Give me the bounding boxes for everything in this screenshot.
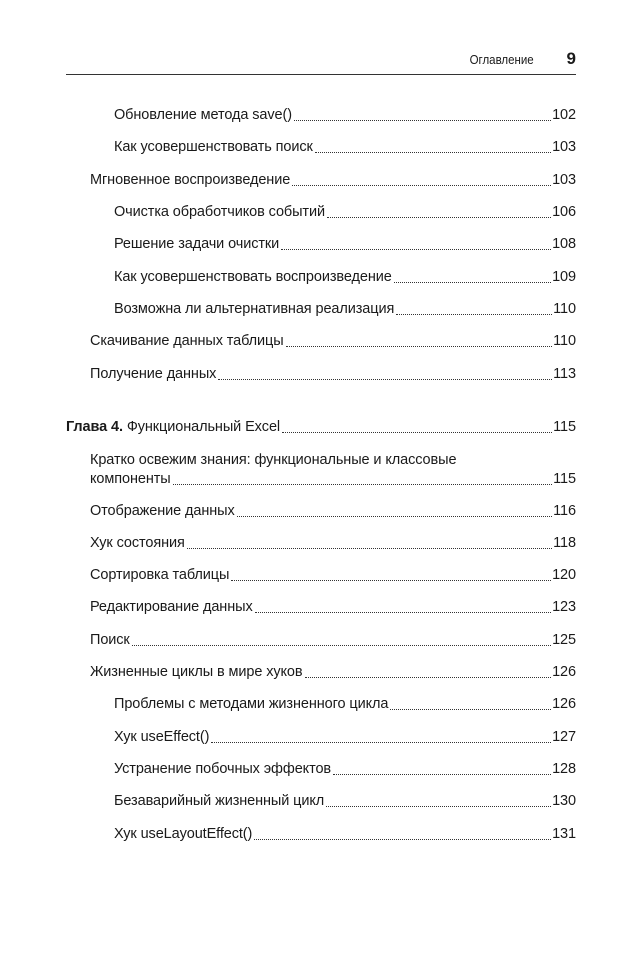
leader-dots <box>390 709 551 710</box>
toc-entry[interactable] <box>114 792 576 811</box>
toc-entry-page: 102 <box>552 107 576 123</box>
toc-entry[interactable] <box>114 203 576 222</box>
leader-dots <box>282 432 552 433</box>
toc-entry-label: Решение задачи очистки <box>114 236 280 252</box>
toc-entry-label: Как усовершенствовать поиск <box>114 139 313 155</box>
toc-entry-label: Хук состояния <box>90 535 185 551</box>
leader-dots <box>286 346 553 347</box>
leader-dots <box>281 249 551 250</box>
toc-entry-page: 128 <box>552 761 576 777</box>
toc-entry-page: 123 <box>552 599 576 615</box>
toc-entry[interactable] <box>90 631 576 650</box>
toc-entry[interactable] <box>90 534 576 553</box>
leader-dots <box>326 806 551 807</box>
toc-entry[interactable] <box>90 365 576 384</box>
leader-dots <box>305 677 552 678</box>
leader-dots <box>187 548 552 549</box>
toc-entry-page: 109 <box>552 269 576 285</box>
header-rule <box>66 74 576 75</box>
toc-entry-page: 126 <box>552 664 576 680</box>
toc-entry[interactable] <box>90 598 576 617</box>
toc-entry[interactable] <box>90 451 576 489</box>
leader-dots <box>237 516 553 517</box>
toc-entry[interactable] <box>90 171 576 190</box>
leader-dots <box>396 314 552 315</box>
leader-dots <box>294 120 551 121</box>
toc-entry-label: Скачивание данных таблицы <box>90 333 284 349</box>
toc-entry-page: 125 <box>552 632 576 648</box>
page-header <box>66 50 576 72</box>
toc-entry-label: Проблемы с методами жизненного цикла <box>114 696 389 712</box>
toc-entry-label: Получение данных <box>90 366 217 382</box>
toc-entry-page: 110 <box>553 333 576 349</box>
toc-entry-page: 115 <box>553 419 576 435</box>
toc-entry[interactable] <box>90 502 576 521</box>
toc-entry-page: 127 <box>552 729 576 745</box>
toc-entry-label: Обновление метода save() <box>114 107 292 123</box>
toc-entry[interactable] <box>114 695 576 714</box>
page-number: 9 <box>566 49 576 68</box>
toc-entry-page: 116 <box>553 503 576 519</box>
toc-entry-label: Хук useEffect() <box>114 729 210 745</box>
toc-entry-page: 113 <box>553 366 576 382</box>
leader-dots <box>211 742 551 743</box>
toc-entry-label: Поиск <box>90 632 130 648</box>
leader-dots <box>132 645 551 646</box>
toc-entry[interactable] <box>114 728 576 747</box>
toc-entry-page: 126 <box>552 696 576 712</box>
leader-dots <box>327 217 551 218</box>
toc-entry-label: Возможна ли альтернативная реализация <box>114 301 395 317</box>
toc-entry-page: 103 <box>552 139 576 155</box>
toc-entry-page: 131 <box>552 826 576 842</box>
toc-entry-label: Жизненные циклы в мире хуков <box>90 664 303 680</box>
toc-entry-page: 103 <box>552 172 576 188</box>
toc-entry[interactable] <box>90 566 576 585</box>
toc-entry-label: компоненты <box>90 471 171 487</box>
toc-entry-label: Редактирование данных <box>90 599 253 615</box>
toc-entry[interactable] <box>114 235 576 254</box>
toc-entry-label: Безаварийный жизненный цикл <box>114 793 325 809</box>
toc-entry-label: Как усовершенствовать воспроизведение <box>114 269 392 285</box>
toc-entry[interactable] <box>90 663 576 682</box>
leader-dots <box>173 484 553 485</box>
toc-entry-page: 118 <box>553 535 576 551</box>
chapter-number: Глава 4. <box>66 419 123 435</box>
toc-entry-label-line1: Кратко освежим знания: функциональные и классовые <box>90 452 457 468</box>
toc-entry[interactable] <box>114 106 576 125</box>
toc-entry-label: Сортировка таблицы <box>90 567 230 583</box>
toc-entry[interactable] <box>90 332 576 351</box>
toc-entry[interactable] <box>114 268 576 287</box>
leader-dots <box>315 152 551 153</box>
leader-dots <box>231 580 551 581</box>
toc-entry[interactable] <box>114 825 576 844</box>
toc-entry-page: 115 <box>553 471 576 487</box>
leader-dots <box>255 612 551 613</box>
toc-entry-page: 106 <box>552 204 576 220</box>
leader-dots <box>333 774 551 775</box>
toc-entry-label: Очистка обработчиков событий <box>114 204 325 220</box>
toc-entry-label: Хук useLayoutEffect() <box>114 826 253 842</box>
leader-dots <box>394 282 551 283</box>
leader-dots <box>292 185 551 186</box>
toc-entry-page: 120 <box>552 567 576 583</box>
toc-entry-page: 110 <box>553 301 576 317</box>
toc-entry-page: 108 <box>552 236 576 252</box>
toc-chapter-entry[interactable] <box>66 418 576 437</box>
toc-entry-label: Мгновенное воспроизведение <box>90 172 291 188</box>
toc-entry-label: Функциональный Excel <box>126 419 281 435</box>
toc-entry[interactable] <box>114 138 576 157</box>
toc-entry[interactable] <box>114 760 576 779</box>
toc-entry-label: Устранение побочных эффектов <box>114 761 332 777</box>
running-header-title: Оглавление <box>469 53 534 67</box>
toc-entry-label: Отображение данных <box>90 503 235 519</box>
toc-entry[interactable] <box>114 300 576 319</box>
leader-dots <box>254 839 551 840</box>
toc-entry-page: 130 <box>552 793 576 809</box>
leader-dots <box>218 379 552 380</box>
